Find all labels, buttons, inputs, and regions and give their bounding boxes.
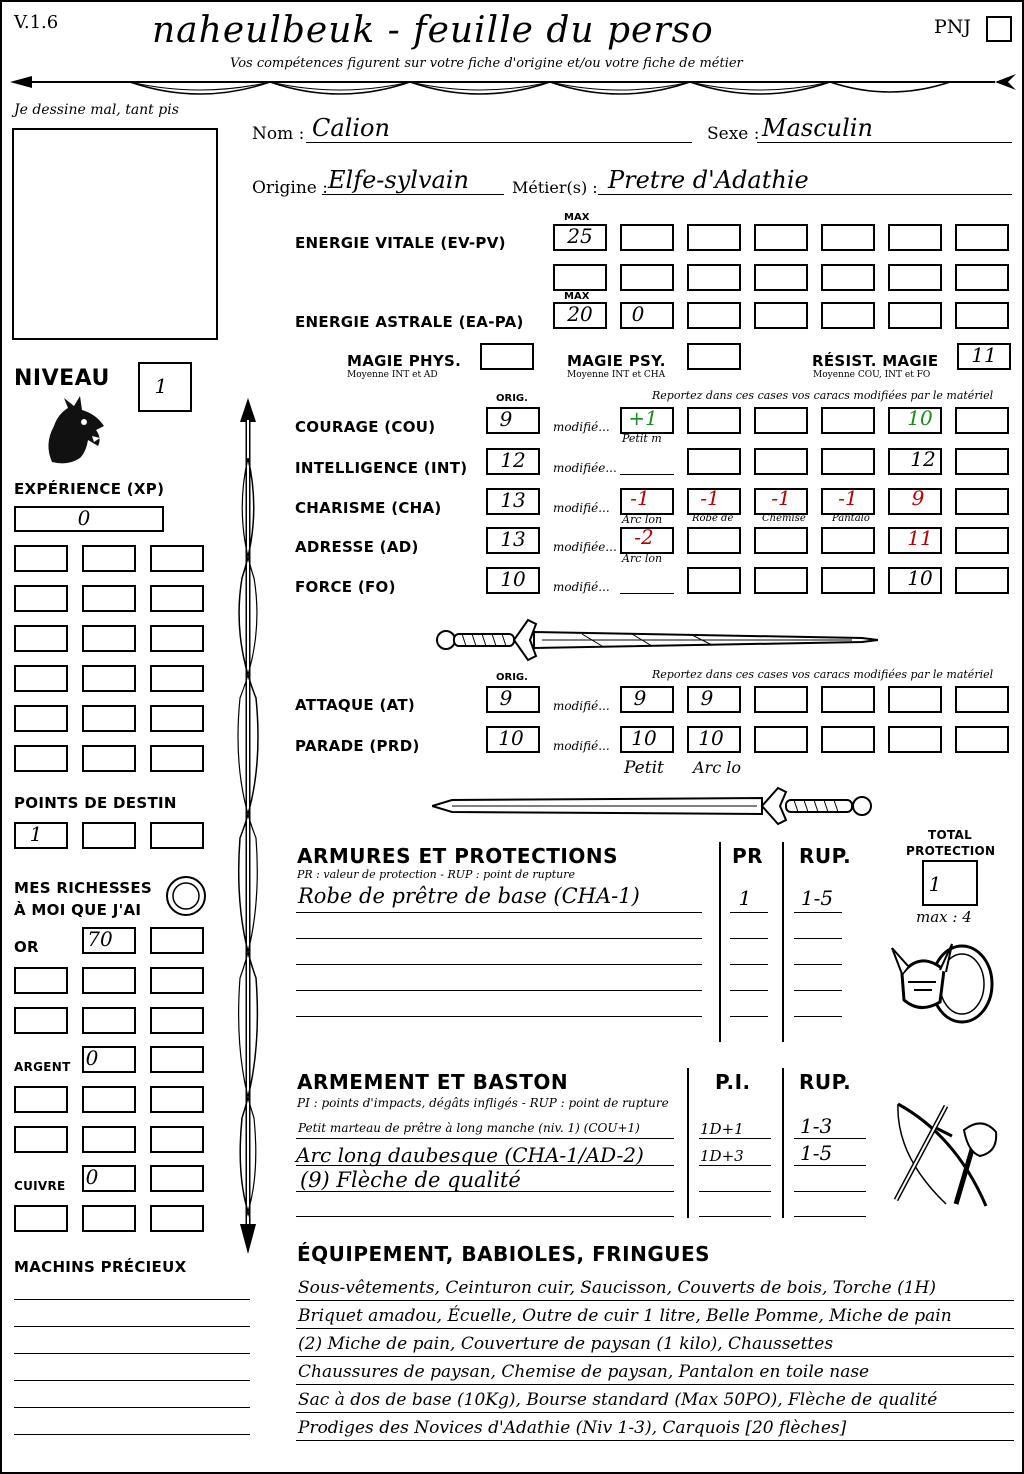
ev-box[interactable] (620, 264, 674, 291)
ea-max-value: 20 (567, 302, 593, 326)
ev-box[interactable] (553, 264, 607, 291)
armor-pr-line[interactable] (730, 1016, 768, 1017)
int-label: INTELLIGENCE (INT) (295, 459, 468, 477)
or-cell[interactable] (82, 967, 136, 994)
ev-max-label: MAX (564, 212, 590, 223)
precieux-label: MACHINS PRÉCIEUX (14, 1258, 187, 1276)
equipment-rule (296, 1328, 1014, 1329)
cha-mod-note-1: Arc lon (622, 513, 663, 526)
weapon-2-pi[interactable]: 1D+3 (700, 1147, 744, 1165)
ea-box[interactable] (687, 302, 741, 329)
argent-cell[interactable] (14, 1086, 68, 1113)
total-protection-label-2: PROTECTION (906, 844, 996, 858)
at-label: ATTAQUE (AT) (295, 696, 416, 714)
version-label: V.1.6 (14, 12, 59, 33)
cha-mod-note-3: Chemise (762, 513, 806, 524)
niveau-value: 1 (154, 374, 168, 398)
at-modifie-label: modifié... (553, 699, 610, 713)
cou-label: COURAGE (COU) (295, 418, 436, 436)
ev-box[interactable] (888, 224, 942, 251)
weapon-rup-line[interactable] (794, 1165, 866, 1166)
armor-rup-line[interactable] (794, 1016, 842, 1017)
ad-mod-value: -2 (634, 525, 654, 549)
destin-cell[interactable] (82, 822, 136, 849)
fo-mod-box[interactable] (687, 567, 741, 594)
equipment-rule (296, 1384, 1014, 1385)
armor-pr-line[interactable] (730, 964, 768, 965)
armor-pr-line[interactable] (730, 912, 768, 913)
weapon-2-rup[interactable]: 1-5 (800, 1141, 833, 1165)
resist-magie-value: 11 (971, 343, 997, 367)
destin-value: 1 (29, 822, 43, 846)
xp-cell[interactable] (14, 585, 68, 612)
int-orig-value: 12 (500, 448, 526, 472)
argent-cell[interactable] (82, 1126, 136, 1153)
cuivre-cell[interactable] (14, 1205, 68, 1232)
precieux-line[interactable] (14, 1434, 250, 1435)
ea-box[interactable] (821, 302, 875, 329)
int-mod-line[interactable] (620, 474, 674, 475)
precieux-line[interactable] (14, 1380, 250, 1381)
cha-mod-value-1: -1 (630, 486, 650, 510)
cuivre-value: 0 (85, 1165, 99, 1189)
ev-box[interactable] (754, 224, 808, 251)
at-mod-value-1: 9 (633, 686, 647, 710)
ev-box[interactable] (955, 264, 1009, 291)
armor-rup-line[interactable] (794, 938, 842, 939)
magie-phys-sub: Moyenne INT et AD (347, 370, 438, 380)
sheet-subtitle: Vos compétences figurent sur votre fiche d'origine et/ou votre fiche de métier (230, 56, 743, 71)
niveau-label: NIVEAU (14, 366, 110, 391)
precieux-line[interactable] (14, 1299, 250, 1300)
equipment-line[interactable]: Briquet amadou, Écuelle, Outre de cuir 1 litre, Belle Pomme, Miche de pain (298, 1306, 952, 1326)
cou-modifie-label: modifié... (553, 420, 610, 434)
ea-max-label: MAX (564, 291, 590, 302)
pnj-checkbox[interactable] (986, 16, 1012, 42)
destin-cell[interactable] (150, 822, 204, 849)
weapon-line[interactable] (296, 1191, 674, 1192)
or-cell[interactable] (82, 1007, 136, 1034)
equipment-line[interactable]: Prodiges des Novices d'Adathie (Niv 1-3), Carquois [20 flèches] (298, 1418, 847, 1438)
weapon-pi-line[interactable] (699, 1191, 771, 1192)
argent-cell[interactable] (150, 1126, 204, 1153)
weapons-divider (687, 1068, 689, 1218)
xp-cell[interactable] (150, 545, 204, 572)
stats-orig-label: ORIG. (496, 393, 528, 404)
total-protection-value: 1 (928, 872, 942, 896)
ev-box[interactable] (754, 264, 808, 291)
combat-note-2: Arc lo (693, 758, 741, 777)
int-final-value: 12 (910, 447, 936, 471)
metier-line (598, 194, 1012, 195)
magie-phys-box[interactable] (480, 343, 534, 370)
combat-note-1: Petit (624, 758, 664, 778)
metier-value[interactable]: Pretre d'Adathie (608, 166, 809, 194)
int-mod-box[interactable] (955, 448, 1009, 475)
sword-ornament-bottom (432, 784, 878, 828)
int-mod-box[interactable] (687, 448, 741, 475)
magie-phys-label: MAGIE PHYS. (347, 352, 462, 370)
precieux-line[interactable] (14, 1407, 250, 1408)
xp-cell[interactable] (150, 665, 204, 692)
fo-mod-line[interactable] (620, 593, 674, 594)
xp-cell[interactable] (82, 745, 136, 772)
ev-box[interactable] (955, 224, 1009, 251)
fo-modifie-label: modifié... (553, 580, 610, 594)
weapon-1-pi[interactable]: 1D+1 (700, 1120, 744, 1138)
prd-label: PARADE (PRD) (295, 737, 420, 755)
weapons-pi-header: P.I. (715, 1070, 751, 1094)
pnj-label: PNJ (934, 16, 972, 38)
xp-cell[interactable] (82, 585, 136, 612)
prd-mod-value-1: 10 (631, 726, 657, 750)
argent-cell[interactable] (150, 1086, 204, 1113)
cha-mod-value-2: -1 (700, 486, 720, 510)
or-cell[interactable] (14, 967, 68, 994)
at-orig-value: 9 (499, 686, 513, 710)
fo-orig-value: 10 (500, 567, 526, 591)
armor-line[interactable] (296, 938, 702, 939)
xp-cell[interactable] (150, 745, 204, 772)
or-label: OR (14, 938, 39, 956)
weapons-subtitle: PI : points d'impacts, dégâts infligés - RUP : point de rupture (297, 1096, 669, 1110)
prd-orig-value: 10 (498, 726, 524, 750)
armor-divider (782, 842, 784, 1042)
cha-mod-note-2: Robe de (692, 513, 734, 524)
prd-mod-box[interactable] (754, 726, 808, 753)
armor-rup-line[interactable] (794, 964, 842, 965)
prd-mod-box[interactable] (821, 726, 875, 753)
ea-box[interactable] (754, 302, 808, 329)
origine-value[interactable]: Elfe-sylvain (328, 166, 469, 194)
fo-mod-box[interactable] (955, 567, 1009, 594)
equipment-line[interactable]: (2) Miche de pain, Couverture de paysan (1 kilo), Chaussettes (298, 1334, 834, 1354)
ad-mod-box[interactable] (754, 527, 808, 554)
xp-cell[interactable] (82, 705, 136, 732)
armor-pr-header: PR (732, 844, 764, 868)
staff-ornament (228, 398, 268, 1254)
armor-line[interactable] (296, 1016, 702, 1017)
cou-final-value: 10 (907, 406, 933, 430)
nom-value[interactable]: Calion (312, 114, 390, 142)
weapon-pi-line[interactable] (699, 1165, 771, 1166)
armor-line[interactable] (296, 912, 702, 913)
richesses-label-1: MES RICHESSES (14, 879, 153, 897)
header-arrow-ornament (10, 68, 1016, 104)
cha-modifie-label: modifié... (553, 501, 610, 515)
weapon-line[interactable] (296, 1216, 674, 1217)
fo-mod-box[interactable] (754, 567, 808, 594)
sheet-title: naheulbeuk - feuille du perso (152, 10, 714, 51)
sword-ornament-top (432, 614, 878, 664)
metier-label: Métier(s) : (512, 178, 598, 197)
at-mod-box[interactable] (888, 686, 942, 713)
cha-label: CHARISME (CHA) (295, 499, 442, 517)
xp-cell[interactable] (150, 625, 204, 652)
or-cell[interactable] (14, 1007, 68, 1034)
or-value: 70 (87, 927, 113, 951)
ea-current-value: 0 (631, 302, 645, 326)
xp-value: 0 (77, 506, 91, 530)
weapons-divider (782, 1068, 784, 1218)
equipment-rule (296, 1356, 1014, 1357)
cha-mod-value-3: -1 (771, 486, 791, 510)
weapon-line[interactable] (296, 1165, 674, 1166)
origine-line (322, 194, 504, 195)
xp-cell[interactable] (150, 705, 204, 732)
cuivre-cell[interactable] (150, 1205, 204, 1232)
precieux-line[interactable] (14, 1326, 250, 1327)
weapon-rup-line[interactable] (794, 1216, 866, 1217)
or-cell[interactable] (150, 967, 204, 994)
dragon-icon (40, 396, 110, 468)
armor-rup-line[interactable] (794, 990, 842, 991)
equipment-rule (296, 1412, 1014, 1413)
ea-label: ENERGIE ASTRALE (EA-PA) (295, 313, 524, 331)
argent-cell[interactable] (150, 1046, 204, 1073)
ad-final-value: 11 (907, 526, 933, 550)
weapon-line[interactable] (296, 1138, 674, 1139)
total-protection-max: max : 4 (916, 908, 972, 926)
or-cell[interactable] (150, 1007, 204, 1034)
total-protection-label-1: TOTAL (928, 828, 973, 842)
prd-mod-value-2: 10 (698, 726, 724, 750)
ea-box[interactable] (955, 302, 1009, 329)
xp-cell[interactable] (14, 705, 68, 732)
ad-mod-note: Arc lon (622, 552, 663, 565)
xp-cell[interactable] (14, 745, 68, 772)
ev-box[interactable] (687, 224, 741, 251)
equipment-line[interactable]: Sac à dos de base (10Kg), Bourse standard (Max 50PO), Flèche de qualité (298, 1390, 938, 1410)
at-mod-value-2: 9 (700, 686, 714, 710)
ev-box[interactable] (888, 264, 942, 291)
portrait-box[interactable] (12, 128, 218, 340)
ad-orig-value: 13 (500, 527, 526, 551)
combat-report-note: Reportez dans ces cases vos caracs modifiées par le matériel (652, 668, 994, 681)
fo-mod-box[interactable] (821, 567, 875, 594)
cou-mod-note: Petit m (622, 432, 662, 445)
cha-mod-value-4: -1 (838, 486, 858, 510)
xp-cell[interactable] (82, 665, 136, 692)
weapon-2[interactable]: Arc long daubesque (CHA-1/AD-2) (296, 1143, 644, 1167)
weapons-rup-header: RUP. (799, 1070, 852, 1094)
armor-item-1-rup[interactable]: 1-5 (800, 886, 834, 910)
argent-cell[interactable] (14, 1126, 68, 1153)
cha-mod-note-4: Pantalo (832, 513, 870, 524)
ad-mod-box[interactable] (687, 527, 741, 554)
portrait-label: Je dessine mal, tant pis (14, 102, 179, 118)
armor-pr-line[interactable] (730, 990, 768, 991)
xp-label: EXPÉRIENCE (XP) (14, 480, 165, 498)
equipment-rule (296, 1440, 1014, 1441)
cou-mod-box[interactable] (955, 407, 1009, 434)
cuivre-cell[interactable] (82, 1205, 136, 1232)
weapon-rup-line[interactable] (794, 1138, 866, 1139)
at-mod-box[interactable] (955, 686, 1009, 713)
or-cell[interactable] (150, 927, 204, 954)
argent-value: 0 (85, 1046, 99, 1070)
fo-final-value: 10 (907, 566, 933, 590)
helmet-shield-icon (890, 930, 1000, 1030)
ev-label: ENERGIE VITALE (EV-PV) (295, 234, 506, 252)
ea-box[interactable] (888, 302, 942, 329)
ad-modifiee-label: modifiée... (553, 540, 617, 554)
cou-mod-value: +1 (628, 406, 658, 430)
sexe-line (757, 142, 1012, 143)
int-modifiee-label: modifiée... (553, 461, 617, 475)
armor-line[interactable] (296, 964, 702, 965)
armor-rup-line[interactable] (794, 912, 842, 913)
ev-box[interactable] (821, 224, 875, 251)
armor-divider (719, 842, 721, 1042)
magie-psy-label: MAGIE PSY. (567, 352, 666, 370)
sexe-label: Sexe : (707, 124, 760, 144)
coin-icon (164, 874, 208, 918)
prd-modifie-label: modifié... (553, 739, 610, 753)
cha-final-value: 9 (911, 486, 925, 510)
argent-cell[interactable] (82, 1086, 136, 1113)
richesses-label-2: À MOI QUE J'AI (14, 901, 142, 919)
at-mod-box[interactable] (821, 686, 875, 713)
prd-mod-box[interactable] (955, 726, 1009, 753)
cha-orig-value: 13 (500, 488, 526, 512)
cou-mod-box[interactable] (821, 407, 875, 434)
weapon-1[interactable]: Petit marteau de prêtre à long manche (niv. 1) (COU+1) (298, 1121, 640, 1135)
nom-label: Nom : (252, 124, 305, 144)
armor-rup-header: RUP. (799, 844, 852, 868)
int-mod-box[interactable] (821, 448, 875, 475)
equipment-line[interactable]: Chaussures de paysan, Chemise de paysan, Pantalon en toile nase (298, 1362, 870, 1382)
combat-orig-label: ORIG. (496, 672, 528, 683)
armor-item-1[interactable]: Robe de prêtre de base (CHA-1) (298, 884, 640, 908)
sexe-value[interactable]: Masculin (762, 114, 873, 142)
cuivre-label: CUIVRE (14, 1179, 66, 1193)
armor-line[interactable] (296, 990, 702, 991)
magie-psy-sub: Moyenne INT et CHA (567, 370, 666, 380)
weapon-pi-line[interactable] (699, 1216, 771, 1217)
xp-cell[interactable] (14, 545, 68, 572)
destin-label: POINTS DE DESTIN (14, 794, 177, 812)
ad-mod-box[interactable] (955, 527, 1009, 554)
at-mod-box[interactable] (754, 686, 808, 713)
xp-cell[interactable] (14, 625, 68, 652)
weapon-3[interactable]: (9) Flèche de qualité (300, 1168, 521, 1192)
int-mod-box[interactable] (754, 448, 808, 475)
weapon-pi-line[interactable] (699, 1138, 771, 1139)
equipment-title: ÉQUIPEMENT, BABIOLES, FRINGUES (297, 1242, 711, 1266)
xp-cell[interactable] (82, 545, 136, 572)
crossed-weapons-icon (886, 1096, 1002, 1214)
armor-subtitle: PR : valeur de protection - RUP : point de rupture (297, 868, 575, 881)
xp-cell[interactable] (82, 625, 136, 652)
cou-mod-box[interactable] (687, 407, 741, 434)
equipment-rule (296, 1300, 1014, 1301)
ev-box[interactable] (821, 264, 875, 291)
xp-cell[interactable] (14, 665, 68, 692)
precieux-line[interactable] (14, 1353, 250, 1354)
weapon-rup-line[interactable] (794, 1191, 866, 1192)
ev-box[interactable] (687, 264, 741, 291)
xp-cell[interactable] (150, 585, 204, 612)
resist-magie-label: RÉSIST. MAGIE (812, 352, 939, 370)
weapons-title: ARMEMENT ET BASTON (297, 1070, 569, 1094)
equipment-line[interactable]: Sous-vêtements, Ceinturon cuir, Saucisson, Couverts de bois, Torche (1H) (298, 1278, 936, 1298)
nom-line (306, 142, 692, 143)
armor-title: ARMURES ET PROTECTIONS (297, 844, 618, 868)
origine-label: Origine : (252, 178, 328, 198)
cou-orig-value: 9 (499, 407, 513, 431)
ad-mod-box[interactable] (821, 527, 875, 554)
stats-report-note: Reportez dans ces cases vos caracs modifiées par le matériel (652, 389, 994, 402)
cou-mod-box[interactable] (754, 407, 808, 434)
resist-magie-sub: Moyenne COU, INT et FO (813, 370, 931, 380)
argent-label: ARGENT (14, 1060, 71, 1074)
ad-label: ADRESSE (AD) (295, 538, 419, 556)
cuivre-cell[interactable] (150, 1165, 204, 1192)
fo-label: FORCE (FO) (295, 578, 396, 596)
prd-mod-box[interactable] (888, 726, 942, 753)
weapon-1-rup[interactable]: 1-3 (800, 1114, 833, 1138)
magie-psy-box[interactable] (687, 343, 741, 370)
cha-mod-box[interactable] (955, 488, 1009, 515)
ev-box[interactable] (620, 224, 674, 251)
ev-max-value: 25 (567, 224, 593, 248)
armor-item-1-pr[interactable]: 1 (738, 886, 752, 910)
armor-pr-line[interactable] (730, 938, 768, 939)
